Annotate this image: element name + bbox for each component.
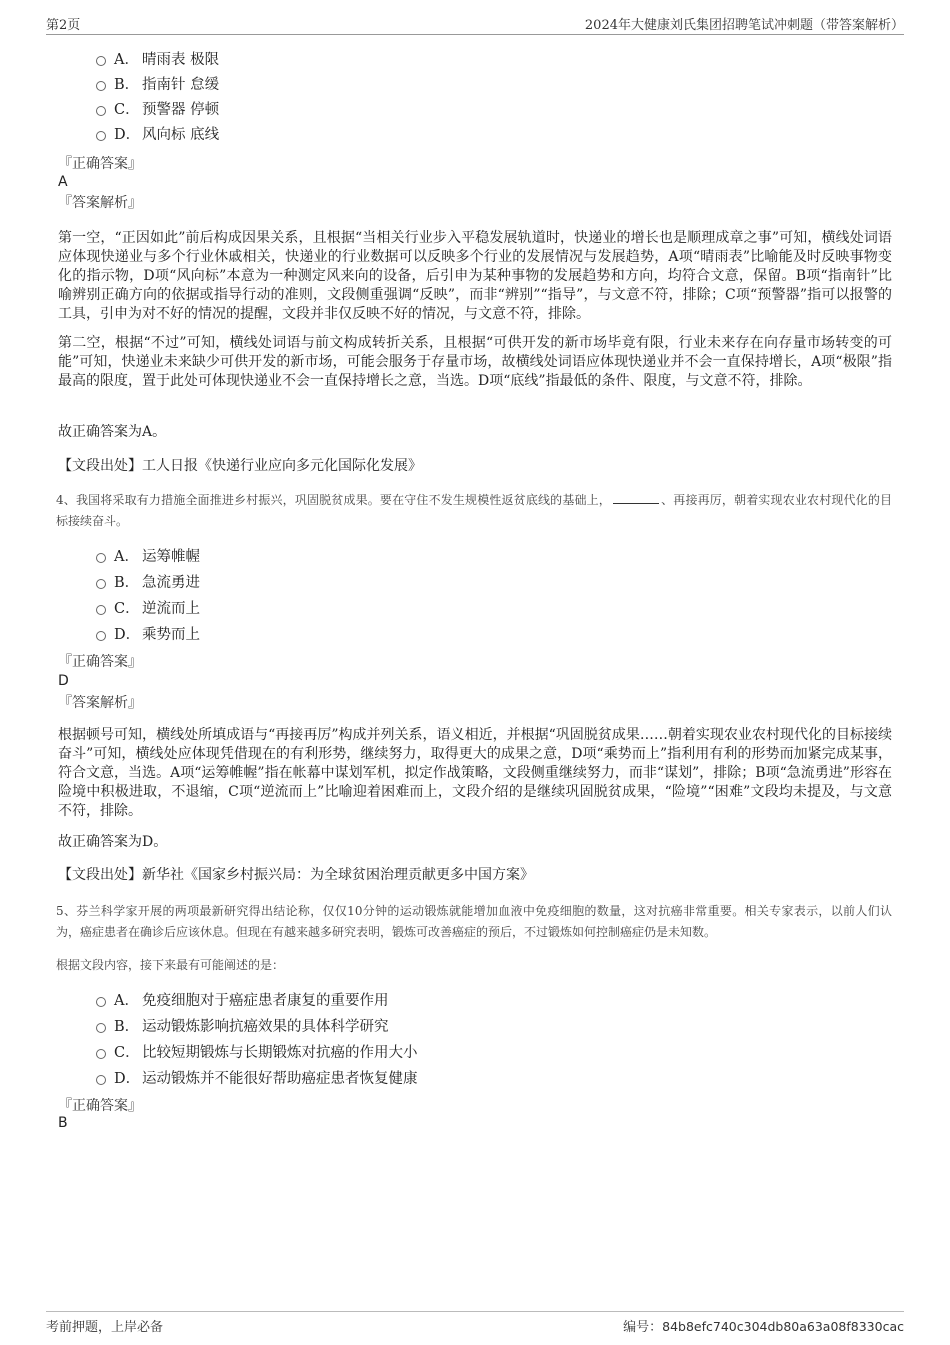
option-text: 运动锻炼影响抗癌效果的具体科学研究 bbox=[142, 1019, 389, 1035]
option-text: 晴雨表 极限 bbox=[142, 52, 220, 68]
option-text: 急流勇进 bbox=[142, 575, 200, 591]
q4-conclusion: 故正确答案为D。 bbox=[58, 834, 168, 850]
q5-answer: B bbox=[58, 1115, 68, 1131]
option-text: 比较短期锻炼与长期锻炼对抗癌的作用大小 bbox=[142, 1045, 418, 1061]
q3-analysis-paragraph-2: 第二空，根据“不过”可知，横线处词语与前文构成转折关系，且根据“可供开发的新市场毕竟有限，行业未来存在向存量市场转变的可能”可知，快递业未来缺少可供开发的新市场，可能会服务于存量市场，故横线处词语应体现快递业并不会一直保持增长，A项“极限”指最高的限度，置于此处可体现快递业不会一直保持增长之意，当选。D项“底线”指最低的条件、限度，与文意不符，排除。 bbox=[58, 335, 892, 389]
option-text: 逆流而上 bbox=[142, 601, 200, 617]
fill-blank bbox=[613, 492, 659, 504]
radio-icon[interactable] bbox=[96, 605, 106, 615]
option-text: 乘势而上 bbox=[142, 627, 200, 643]
radio-icon[interactable] bbox=[96, 1075, 106, 1085]
option-text: 免疫细胞对于癌症患者康复的重要作用 bbox=[142, 993, 389, 1009]
page-header bbox=[46, 14, 904, 35]
radio-icon[interactable] bbox=[96, 631, 106, 641]
footer-slogan: 考前押题，上岸必备 bbox=[46, 1320, 164, 1335]
q5-option-c[interactable]: C． 比较短期锻炼与长期锻炼对抗癌的作用大小 bbox=[96, 1043, 418, 1063]
q5-option-a[interactable]: A． 免疫细胞对于癌症患者康复的重要作用 bbox=[96, 991, 389, 1011]
radio-icon[interactable] bbox=[96, 997, 106, 1007]
q3-source: 【文段出处】工人日报《快递行业应向多元化国际化发展》 bbox=[58, 458, 422, 474]
q5-stem: 5、芬兰科学家开展的两项最新研究得出结论称，仅仅10分钟的运动锻炼就能增加血液中免疫细胞的数量，这对抗癌非常重要。相关专家表示，以前人们认为，癌症患者在确诊后应该休息。但现在有越来越多研究表明，锻炼可改善癌症的预后，不过锻炼如何控制癌症仍是未知数。 bbox=[56, 904, 892, 939]
q4-stem: 4、我国将采取有力措施全面推进乡村振兴，巩固脱贫成果。要在守住不发生规模性返贫底线的基础上， 、再接再厉，朝着实现农业农村现代化的目标接续奋斗。 bbox=[56, 493, 892, 528]
document-title: 2024年大健康刘氏集团招聘笔试冲刺题（带答案解析） bbox=[584, 18, 904, 33]
page-number: 第2页 bbox=[46, 18, 81, 33]
q3-option-b[interactable]: B． 指南针 怠缓 bbox=[96, 75, 219, 95]
q3-option-c[interactable]: C． 预警器 停顿 bbox=[96, 100, 219, 120]
q3-option-d[interactable]: D． 风向标 底线 bbox=[96, 125, 219, 145]
q5-prompt: 根据文段内容，接下来最有可能阐述的是： bbox=[56, 958, 285, 972]
q4-answer-label: 『正确答案』 bbox=[58, 654, 142, 670]
document-code: 编号：84b8efc740c304db80a63a08f8330cac bbox=[623, 1319, 904, 1335]
radio-icon[interactable] bbox=[96, 81, 106, 91]
q4-answer: D bbox=[58, 673, 69, 689]
radio-icon[interactable] bbox=[96, 1049, 106, 1059]
q3-option-a[interactable]: A． 晴雨表 极限 bbox=[96, 50, 219, 70]
radio-icon[interactable] bbox=[96, 131, 106, 141]
q3-analysis-paragraph-1: 第一空，“正因如此”前后构成因果关系，且根据“当相关行业步入平稳发展轨道时，快递业的增长也是顺理成章之事”可知，横线处词语应体现快递业与多个行业休戚相关，快递业的行业数据可以反映多个行业的发展情况与发展趋势，A项“晴雨表”比喻能及时反映事物变化的指示物，D项“风向标”本意为一种测定风来向的设备，后引申为某种事物的发展趋势和方向，均符合文意，保留。B项“指南针”比喻辨别正确方向的依据或指导行动的准则，文段侧重强调“反映”，而非“辨别”“指导”，与文意不符，排除；C项“预警器”指可以报警的工具，引申为对不好的情况的提醒，文段并非仅反映不好的情况，与文意不符，排除。 bbox=[58, 230, 892, 322]
q4-option-d[interactable]: D． 乘势而上 bbox=[96, 625, 200, 645]
q3-answer: A bbox=[58, 174, 68, 190]
radio-icon[interactable] bbox=[96, 56, 106, 66]
q3-analysis-label: 『答案解析』 bbox=[58, 195, 142, 211]
radio-icon[interactable] bbox=[96, 1023, 106, 1033]
option-text: 运动锻炼并不能很好帮助癌症患者恢复健康 bbox=[142, 1071, 418, 1087]
option-text: 风向标 底线 bbox=[142, 127, 220, 143]
q4-analysis: 根据顿号可知，横线处所填成语与“再接再厉”构成并列关系，语义相近，并根据“巩固脱贫成果……朝着实现农业农村现代化的目标接续奋斗”可知，横线处应体现凭借现在的有利形势，继续努力，取得更大的成果之意，D项“乘势而上”指利用有利的形势而加紧完成某事，符合文意，当选。A项“运筹帷幄”指在帐幕中谋划军机，拟定作战策略，文段侧重继续努力，而非“谋划”，排除；B项“急流勇进”形容在险境中积极进取，不退缩，C项“逆流而上”比喻迎着困难而上，文段介绍的是继续巩固脱贫成果，“险境”“困难”文段均未提及，与文意不符，排除。 bbox=[58, 727, 892, 819]
q4-option-a[interactable]: A． 运筹帷幄 bbox=[96, 547, 200, 567]
page-footer bbox=[46, 1311, 904, 1336]
q5-option-b[interactable]: B． 运动锻炼影响抗癌效果的具体科学研究 bbox=[96, 1017, 389, 1037]
q4-option-b[interactable]: B． 急流勇进 bbox=[96, 573, 200, 593]
q5-option-d[interactable]: D． 运动锻炼并不能很好帮助癌症患者恢复健康 bbox=[96, 1069, 418, 1089]
radio-icon[interactable] bbox=[96, 579, 106, 589]
q4-source: 【文段出处】新华社《国家乡村振兴局：为全球贫困治理贡献更多中国方案》 bbox=[58, 867, 534, 883]
radio-icon[interactable] bbox=[96, 553, 106, 563]
option-text: 指南针 怠缓 bbox=[142, 77, 220, 93]
q4-option-c[interactable]: C． 逆流而上 bbox=[96, 599, 200, 619]
radio-icon[interactable] bbox=[96, 106, 106, 116]
q5-answer-label: 『正确答案』 bbox=[58, 1098, 142, 1114]
q3-conclusion: 故正确答案为A。 bbox=[58, 424, 167, 440]
option-text: 运筹帷幄 bbox=[142, 549, 200, 565]
q4-analysis-label: 『答案解析』 bbox=[58, 695, 142, 711]
option-text: 预警器 停顿 bbox=[142, 102, 220, 118]
q3-answer-label: 『正确答案』 bbox=[58, 156, 142, 172]
